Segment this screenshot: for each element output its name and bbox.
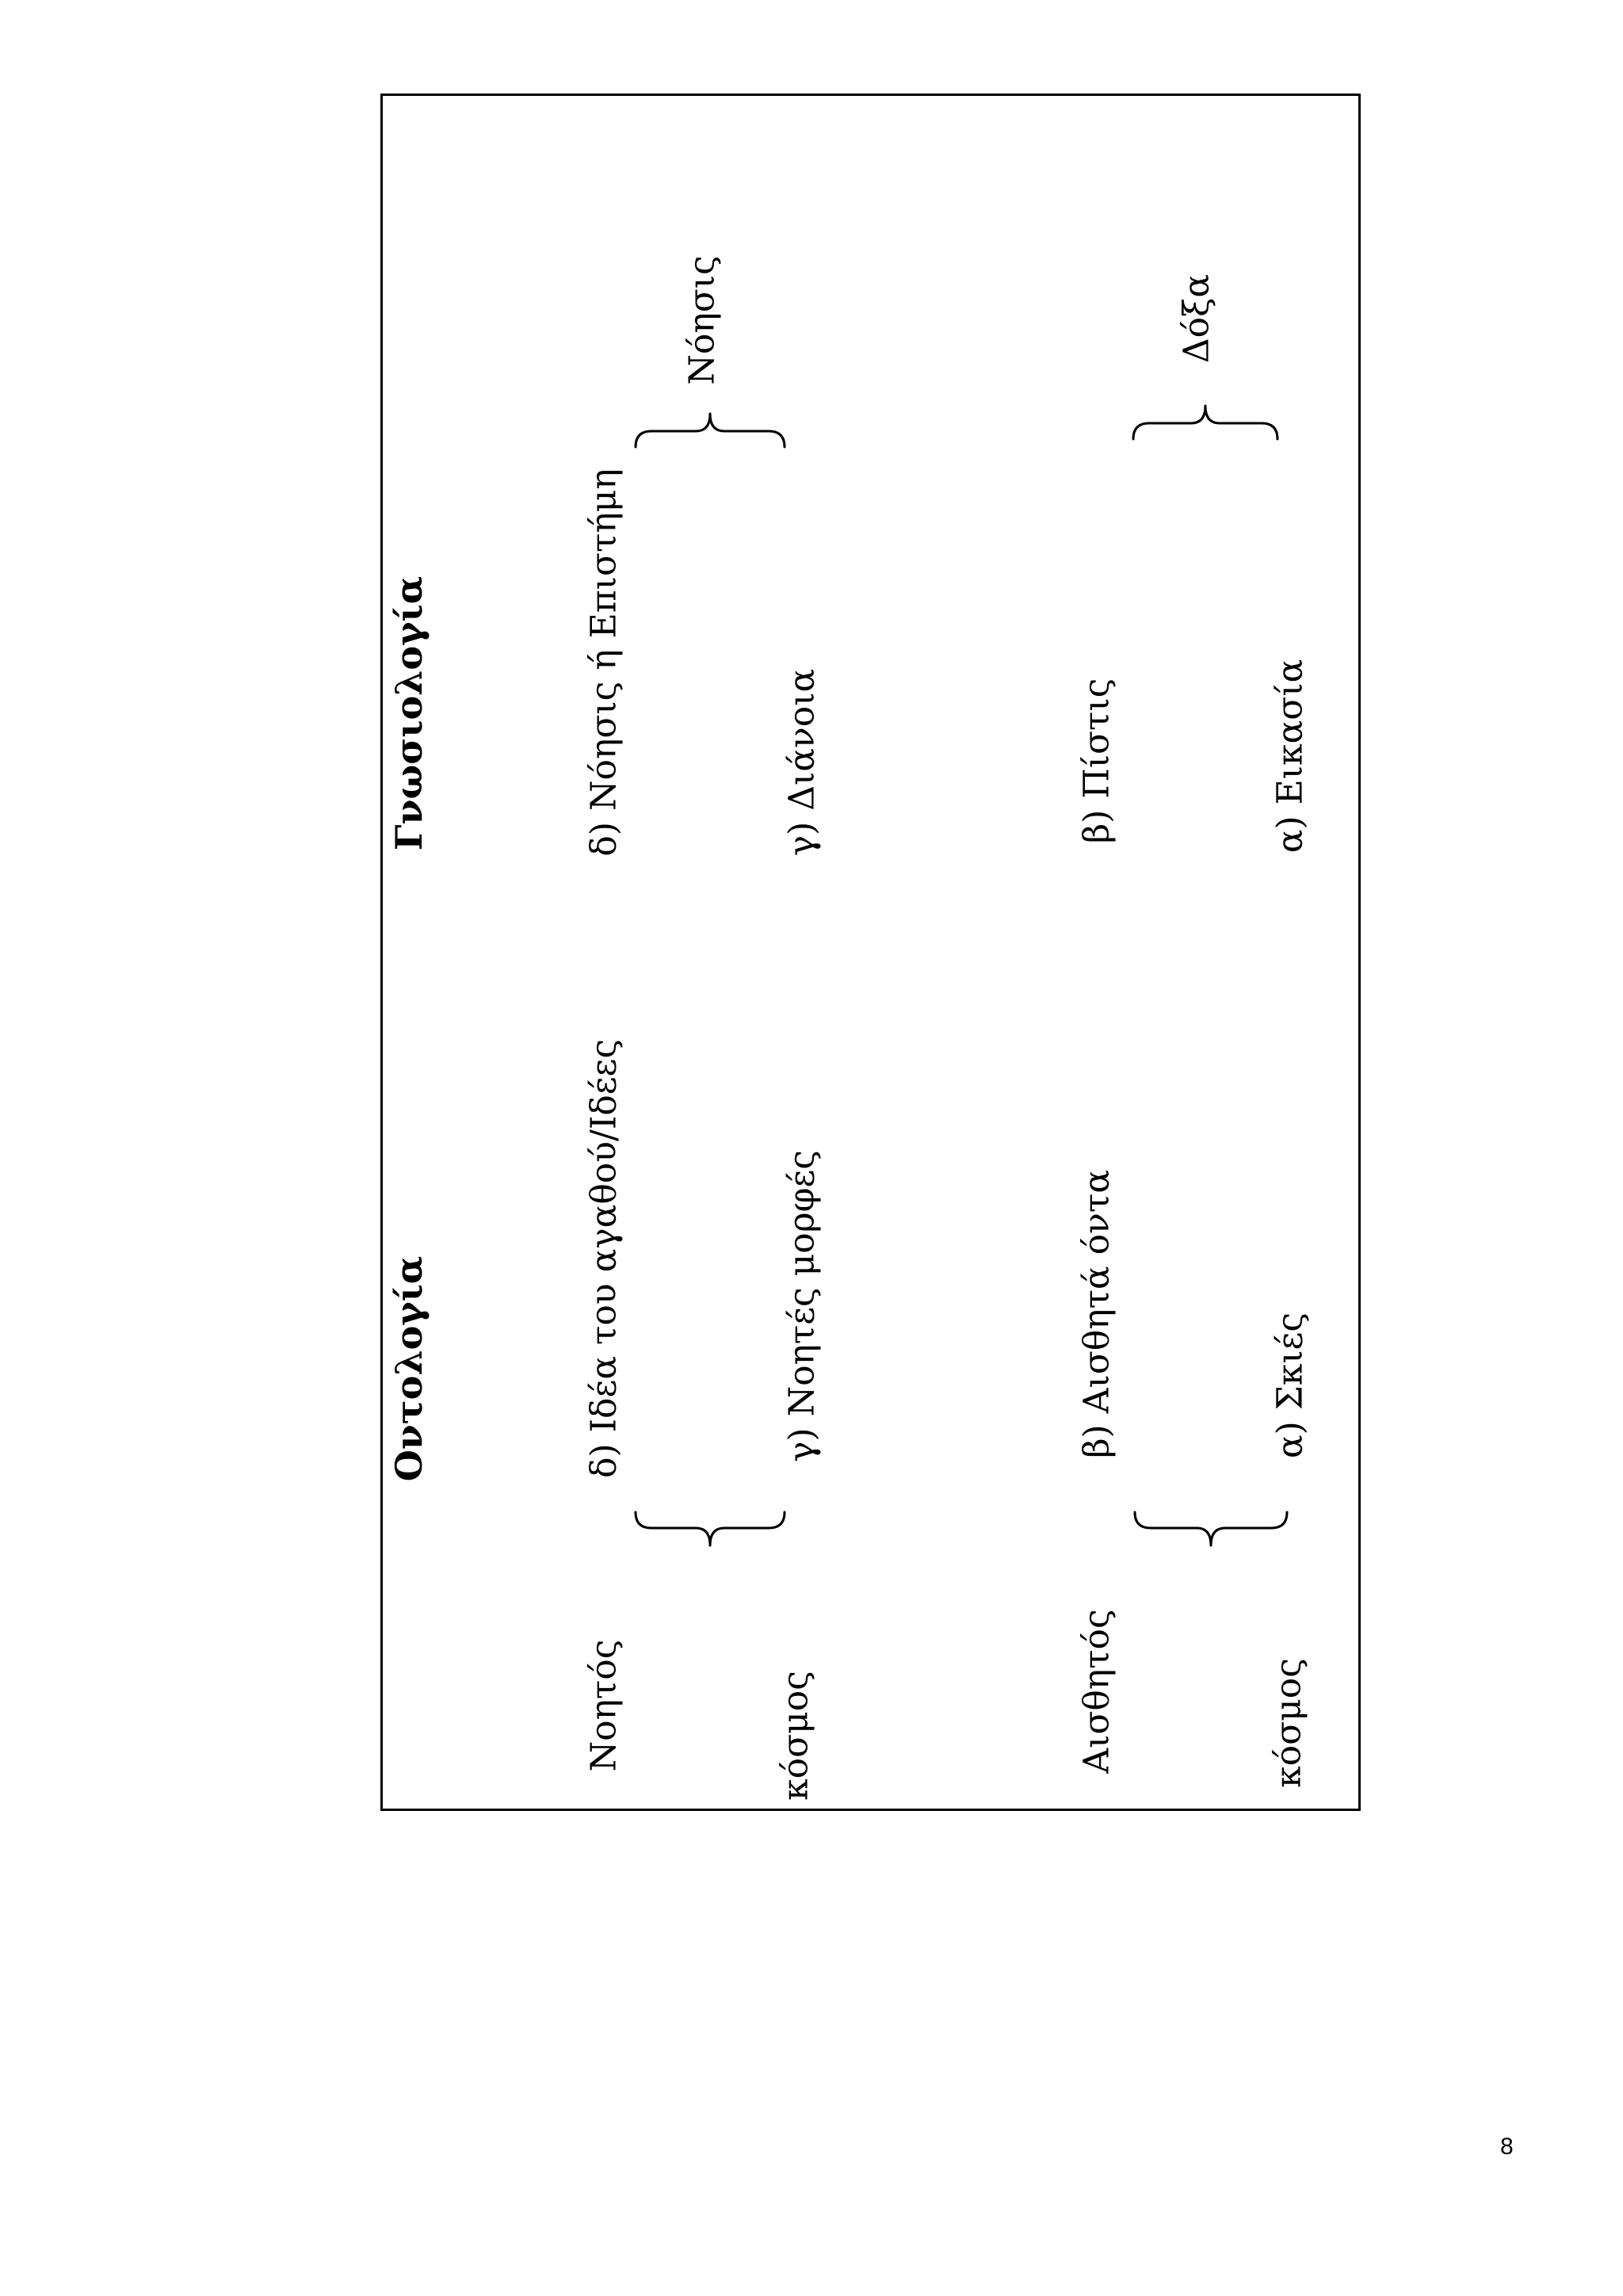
- ontology-level-sensible-beings: β) Αισθητά όντα: [1076, 1170, 1117, 1458]
- group-label-doxa: Δόξα: [1176, 273, 1217, 364]
- ontology-level-shadows: α) Σκιές: [1270, 1312, 1311, 1459]
- world-label-intelligible-1: Νοητός: [583, 1639, 624, 1772]
- ontology-level-intelligible-forms: γ) Νοητές μορφές: [781, 1150, 823, 1462]
- group-label-noesis: Νόησις: [682, 255, 723, 385]
- doxa-group-brace: [1132, 393, 1279, 441]
- epistemology-heading: Γνωσιολογία: [388, 575, 430, 851]
- intelligible-world-brace: [634, 1511, 786, 1558]
- ontology-level-idea-of-good: δ) Ιδέα του αγαθού/Ιδέες: [583, 1039, 624, 1478]
- world-label-sensible-1: Αισθητός: [1076, 1609, 1117, 1774]
- world-label-sensible-2: κόσμος: [1268, 1658, 1309, 1788]
- epistemology-level-eikasia: α) Εικασία: [1270, 659, 1311, 854]
- epistemology-level-dianoia: γ) Διάνοια: [781, 668, 823, 857]
- world-label-intelligible-2: κόσμος: [775, 1671, 816, 1801]
- sensible-world-brace: [1133, 1511, 1289, 1558]
- epistemology-level-noesis: δ) Νόησις ή Επιστήμη: [583, 468, 624, 857]
- ontology-heading: Οντολογία: [388, 1255, 430, 1482]
- epistemology-level-pistis: β) Πίστις: [1076, 678, 1117, 844]
- noesis-group-brace: [634, 401, 786, 449]
- page-number: 8: [1500, 2134, 1514, 2160]
